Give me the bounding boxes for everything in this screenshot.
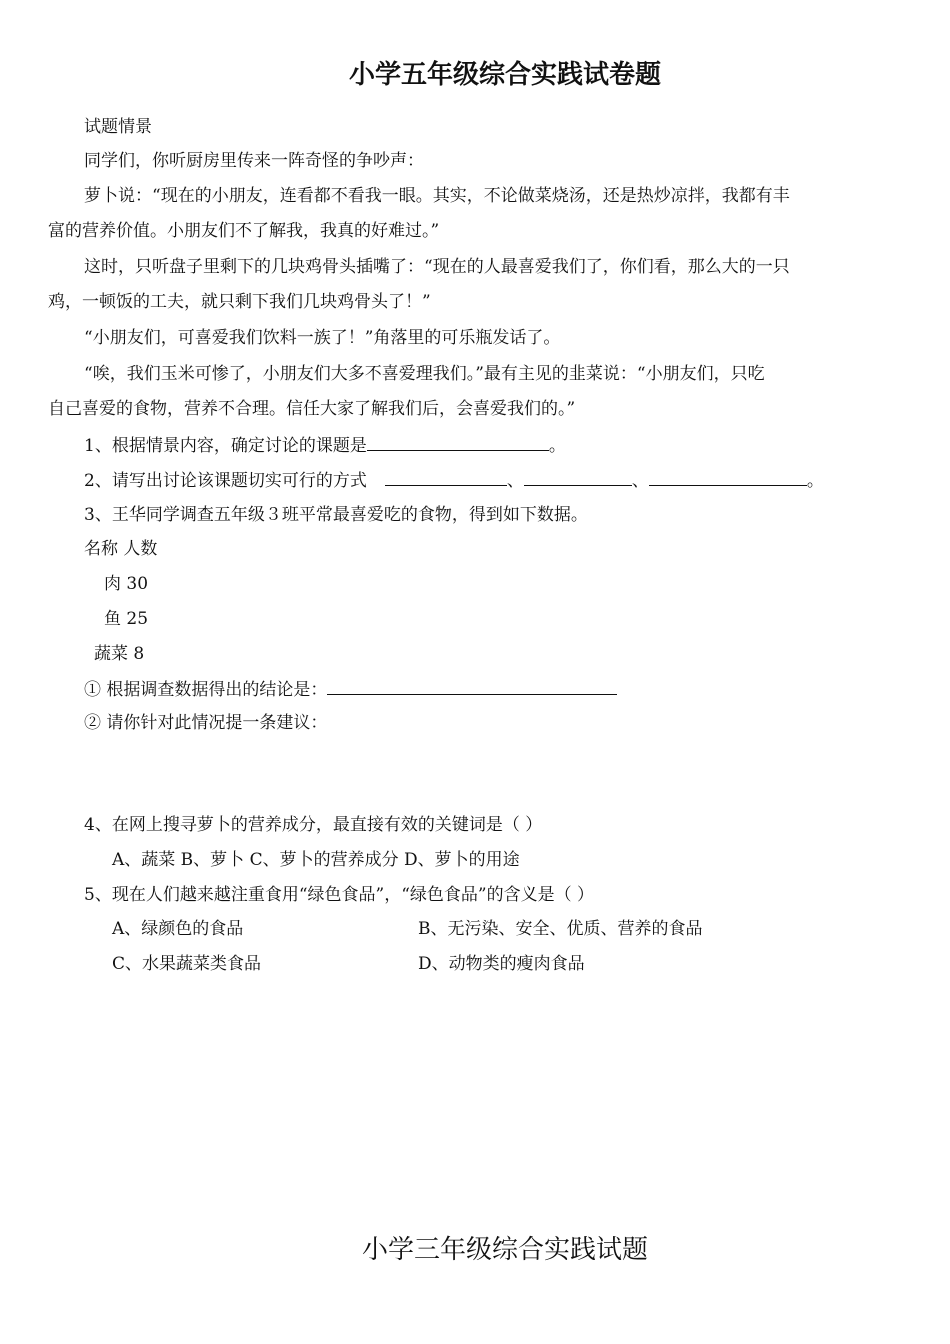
punctuation: 、 xyxy=(631,471,649,491)
scenario-paragraph: 萝卜说：“现在的小朋友，连看都不看我一眼。其实，不论做菜烧汤，还是热炒凉拌，我都有丰 xyxy=(84,186,790,206)
question-5-option-a: A、绿颜色的食品 xyxy=(112,919,244,939)
scenario-paragraph: 富的营养价值。小朋友们不了解我，我真的好难过。” xyxy=(48,221,440,241)
scenario-paragraph: 自己喜爱的食物，营养不合理。信任大家了解我们后，会喜爱我们的。” xyxy=(48,399,576,419)
survey-count: 8 xyxy=(133,644,145,664)
answer-blank[interactable] xyxy=(649,469,807,486)
sub-question-text: ① 根据调查数据得出的结论是： xyxy=(84,680,328,700)
survey-row xyxy=(104,573,148,595)
survey-row xyxy=(104,608,148,630)
question-5-option-c: C、水果蔬菜类食品 xyxy=(112,954,262,974)
question-3-sub-2: ② 请你针对此情况提一条建议： xyxy=(84,713,328,733)
scenario-paragraph: 鸡，一顿饭的工夫，就只剩下我们几块鸡骨头了！” xyxy=(48,292,431,312)
question-4-options: A、蔬菜 B、萝卜 C、萝卜的营养成分 D、萝卜的用途 xyxy=(112,850,520,870)
question-4: 4、在网上搜寻萝卜的营养成分，最直接有效的关键词是（ ） xyxy=(84,815,543,835)
question-5-option-b: B、无污染、安全、优质、营养的食品 xyxy=(418,919,703,939)
question-5: 5、现在人们越来越注重食用“绿色食品”，“绿色食品”的含义是（ ） xyxy=(84,885,594,905)
punctuation: 、 xyxy=(506,471,524,491)
survey-food-name: 肉 xyxy=(104,574,121,594)
question-3-sub-1 xyxy=(84,678,617,701)
question-2-text: 2、请写出讨论该课题切实可行的方式 xyxy=(84,471,367,491)
survey-row xyxy=(94,643,144,665)
answer-blank[interactable] xyxy=(524,469,632,486)
question-3: 3、王华同学调查五年级３班平常最喜爱吃的食物，得到如下数据。 xyxy=(84,505,588,525)
scenario-paragraph: “小朋友们，可喜爱我们饮料一族了！”角落里的可乐瓶发话了。 xyxy=(84,328,561,348)
question-1 xyxy=(84,434,566,457)
survey-count: 30 xyxy=(126,574,149,594)
scenario-paragraph: 同学们，你听厨房里传来一阵奇怪的争吵声： xyxy=(84,151,424,171)
punctuation: 。 xyxy=(548,436,566,456)
answer-blank[interactable] xyxy=(327,678,617,695)
answer-blank[interactable] xyxy=(367,434,549,451)
scenario-paragraph: “唉，我们玉米可惨了，小朋友们大多不喜爱理我们。”最有主见的韭菜说：“小朋友们，只吃 xyxy=(84,364,765,384)
question-1-text: 1、根据情景内容，确定讨论的课题是 xyxy=(84,436,367,456)
question-2 xyxy=(84,469,824,492)
survey-food-name: 蔬菜 xyxy=(94,644,128,664)
scenario-heading: 试题情景 xyxy=(84,117,152,137)
page-title: 小学五年级综合实践试卷题 xyxy=(348,60,661,90)
question-5-option-d: D、动物类的瘦肉食品 xyxy=(418,954,585,974)
survey-food-name: 鱼 xyxy=(104,609,121,629)
punctuation: 。 xyxy=(806,471,824,491)
survey-count: 25 xyxy=(126,609,149,629)
scenario-paragraph: 这时，只听盘子里剩下的几块鸡骨头插嘴了：“现在的人最喜爱我们了，你们看，那么大的一只 xyxy=(84,257,790,277)
survey-table-header: 名称 人数 xyxy=(84,539,158,559)
answer-blank[interactable] xyxy=(385,469,507,486)
next-page-title: 小学三年级综合实践试题 xyxy=(361,1235,648,1265)
